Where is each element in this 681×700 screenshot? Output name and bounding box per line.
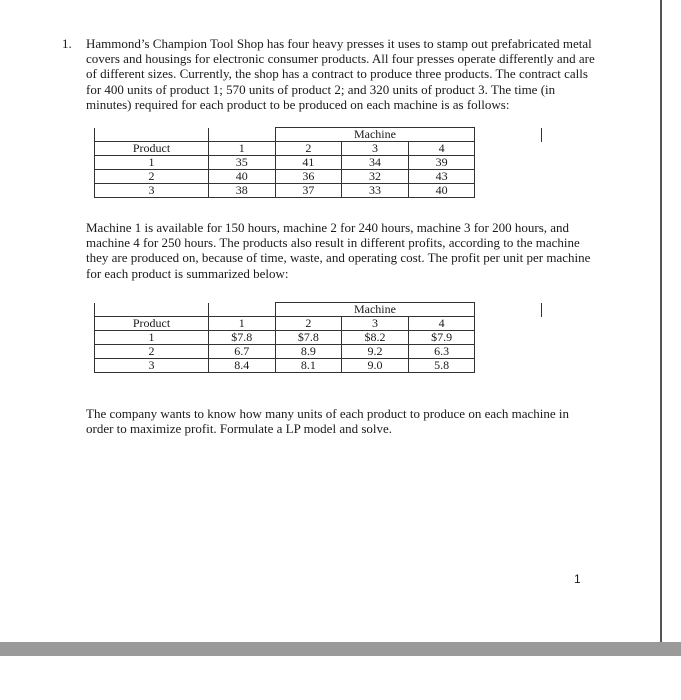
table-cell: 33 <box>342 184 409 198</box>
table-cell: $7.9 <box>408 331 475 345</box>
table-cell: 8.9 <box>275 345 342 359</box>
table-cell: 3 <box>95 359 209 373</box>
table-cell: $8.2 <box>342 331 409 345</box>
table-cell: 37 <box>275 184 342 198</box>
table-cell: 38 <box>209 184 276 198</box>
table-cell: 39 <box>408 156 475 170</box>
profit-table <box>94 302 542 373</box>
time-table-col-header: 4 <box>408 142 475 156</box>
table-cell: 40 <box>209 170 276 184</box>
table-cell: 34 <box>342 156 409 170</box>
profit-table-machine-header: Machine <box>275 303 475 317</box>
time-table-product-header: Product <box>95 142 209 156</box>
table-cell: 32 <box>342 170 409 184</box>
time-table-col-header: 2 <box>275 142 342 156</box>
table-cell: 5.8 <box>408 359 475 373</box>
profit-table-col-header: 4 <box>408 317 475 331</box>
next-page-area <box>0 656 681 700</box>
table-cell: 36 <box>275 170 342 184</box>
table-cell: 40 <box>408 184 475 198</box>
page-right-margin <box>662 0 681 642</box>
table-cell: 41 <box>275 156 342 170</box>
problem-intro-paragraph: Hammond’s Champion Tool Shop has four heavy presses it uses to stamp out prefabricated metal covers and housings for electronic consumer products. All four presses operate differently and are of different sizes. Currently, the shop has a contract to produce three products. The contract calls for 400 units of product 1; 570 units of product 2; and 320 units of product 3. The time (in minutes) required for each product to be produced on each machine is as follows: <box>86 36 595 112</box>
profit-table-corner <box>95 303 209 317</box>
table-cell: 6.3 <box>408 345 475 359</box>
table-cell: 1 <box>95 331 209 345</box>
table-cell: 2 <box>95 170 209 184</box>
page-number: 1 <box>574 572 581 586</box>
table-cell: 8.1 <box>275 359 342 373</box>
time-table <box>94 127 542 198</box>
time-table-corner <box>95 128 209 142</box>
profit-table-col-header: 2 <box>275 317 342 331</box>
time-table-col-header: 3 <box>342 142 409 156</box>
table-row <box>95 184 542 198</box>
table-cell: 9.0 <box>342 359 409 373</box>
table-cell: 9.2 <box>342 345 409 359</box>
problem-number: 1. <box>62 36 72 51</box>
table-row <box>95 359 542 373</box>
profit-table-col-header: 3 <box>342 317 409 331</box>
table-row <box>95 345 542 359</box>
table-cell: 1 <box>95 156 209 170</box>
table-cell: 35 <box>209 156 276 170</box>
table-cell: 8.4 <box>209 359 276 373</box>
table-cell: 6.7 <box>209 345 276 359</box>
table-cell: 43 <box>408 170 475 184</box>
table-cell: 3 <box>95 184 209 198</box>
page-separator-bar <box>0 642 681 656</box>
table-row <box>95 331 542 345</box>
availability-paragraph: Machine 1 is available for 150 hours, machine 2 for 240 hours, machine 3 for 200 hours, and machine 4 for 250 hours. The products also result in different profits, according to the machine they are produced on, because of time, waste, and operating cost. The profit per unit per machine for each product is summarized below: <box>86 220 591 281</box>
profit-table-product-header: Product <box>95 317 209 331</box>
profit-table-col-header: 1 <box>209 317 276 331</box>
time-table-machine-header: Machine <box>275 128 475 142</box>
table-cell: $7.8 <box>275 331 342 345</box>
table-row <box>95 170 542 184</box>
table-row <box>95 156 542 170</box>
question-paragraph: The company wants to know how many units of each product to produce on each machine in order to maximize profit. Formulate a LP model and solve. <box>86 406 570 437</box>
table-cell: 2 <box>95 345 209 359</box>
time-table-col-header: 1 <box>209 142 276 156</box>
table-cell: $7.8 <box>209 331 276 345</box>
